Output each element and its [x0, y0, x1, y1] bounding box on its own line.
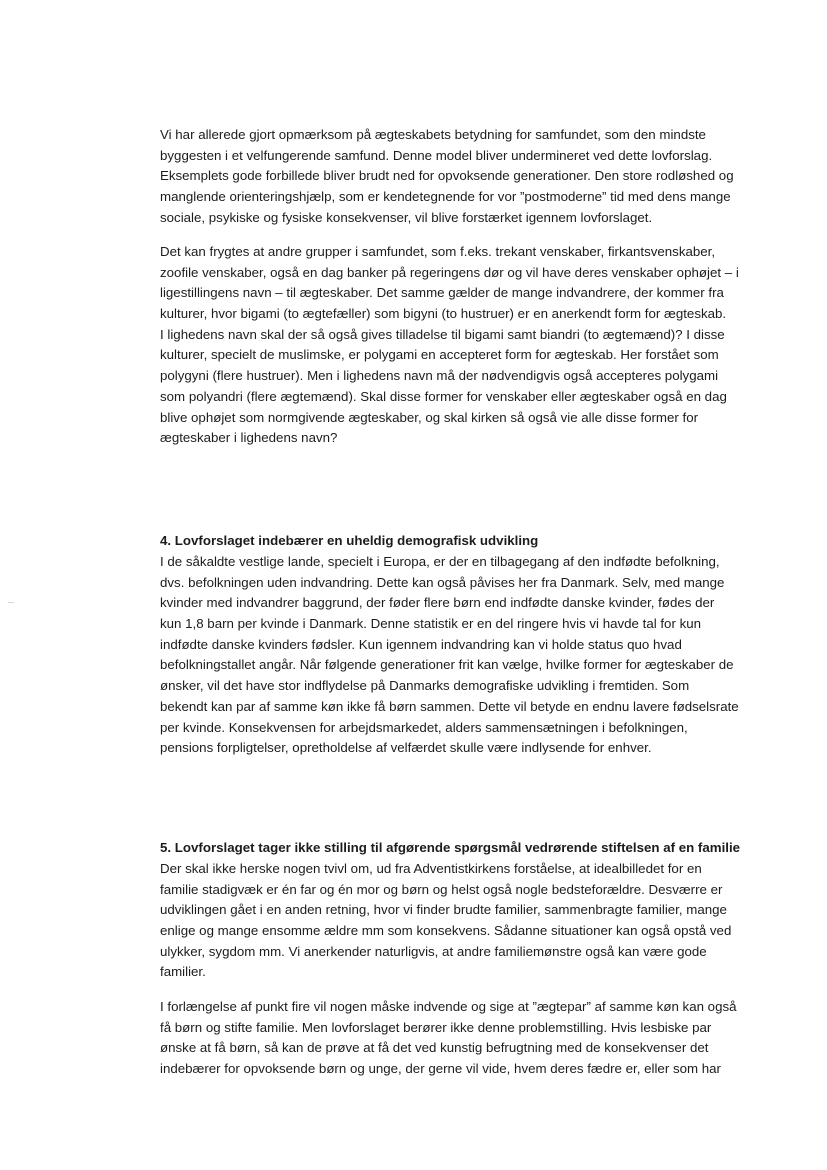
text-line: udviklingen gået i en anden retning, hvor vi finder brudte familier, sammenbragte familier, mange: [160, 902, 727, 918]
text-line: kun 1,8 barn per kvinde i Danmark. Denne statistik er en del ringere hvis vi havde tal for kun: [160, 616, 702, 632]
text-line: Det kan frygtes at andre grupper i samfundet, som f.eks. trekant venskaber, firkantsvenskaber,: [160, 244, 716, 259]
text-line: dvs. befolkningen uden indvandring. Dette kan også påvises her fra Danmark. Selv, med mange: [160, 574, 725, 590]
paragraph-demographic-development: [160, 552, 750, 759]
text-line: indebærer for opvoksende børn og unge, der gerne vil vide, hvem deres fædre er, eller som har: [160, 1061, 721, 1077]
section-heading-5: 5. Lovforslaget tager ikke stilling til afgørende spørgsmål vedrørende stiftelsen af en familie: [160, 840, 741, 855]
text-line: kulturer, hvor bigami (to ægtefæller) som bigyni (to hustruer) er en anerkendt form for ægteskab.: [160, 306, 727, 322]
text-line: kulturer, specielt de muslimske, er polygami en accepteret form for ægteskab. Her forstået som: [160, 347, 719, 363]
text-line: zoofile venskaber, også en dag banker på regeringens dør og vil have deres venskaber ophøjet – i: [160, 264, 739, 280]
text-line: sociale, psykiske og fysiske konsekvenser, vil blive forstærket igennem lovforslaget.: [160, 209, 653, 225]
text-line: som polyandri (flere ægtemænd). Skal disse former for venskaber eller ægteskaber også en dag: [160, 388, 727, 404]
text-line: I de såkaldte vestlige lande, specielt i Europa, er der en tilbagegang af den indfødte befolkning,: [160, 554, 720, 569]
text-line: familier.: [160, 964, 206, 980]
text-line: enlige og mange ensomme ældre mm som konsekvens. Sådanne situationer kan også opstå ved: [160, 923, 732, 939]
text-line: ønske at få børn, så kan de prøve at få det ved kunstig befrugtning med de konsekvenser det: [160, 1040, 709, 1056]
text-line: familie stadigvæk er én far og én mor og børn og helst også nogle bedsteforældre. Desværre er: [160, 881, 723, 897]
text-line: I lighedens navn skal der så også gives tilladelse til bigami samt biandri (to ægtemænd)? I disse: [160, 326, 725, 342]
text-line: ønsker, vil det have stor indflydelse på Danmarks demografiske udvikling i fremtiden. Som: [160, 678, 690, 694]
text-line: blive ophøjet som normgivende ægteskaber, og skal kirken så også vie alle disse former for: [160, 409, 699, 425]
paragraph-other-groups: [160, 242, 750, 449]
text-line: Vi har allerede gjort opmærksom på ægteskabets betydning for samfundet, som den mindste: [160, 127, 706, 142]
text-line: befolkningstallet angår. Når følgende generationer frit kan vælge, hvilke former for ægteskaber de: [160, 657, 734, 673]
text-line: indfødte danske kvinders fødsler. Kun igennem indvandring kan vi holde status quo hvad: [160, 636, 682, 652]
paragraph-marriage-significance: [160, 125, 750, 228]
text-line: ægteskaber i lighedens navn?: [160, 430, 338, 446]
text-line: I forlængelse af punkt fire vil nogen måske indvende og sige at ”ægtepar” af samme køn kan også: [160, 999, 737, 1014]
scan-margin-mark: [8, 602, 14, 603]
text-line: kvinder med indvandrer baggrund, der føder flere børn end indfødte danske kvinder, fødes der: [160, 595, 715, 611]
text-line: manglende orienteringshjælp, som er kendetegnende for vor ”postmoderne” tid med dens mange: [160, 189, 731, 205]
paragraph-same-sex-couples-children: [160, 997, 750, 1080]
text-line: få børn og stifte familie. Men lovforslaget berører ikke denne problemstilling. Hvis lesbiske par: [160, 1019, 712, 1035]
text-line: Eksemplets gode forbillede bliver brudt ned for opvoksende generationer. Den store rodløshed og: [160, 168, 734, 184]
text-line: per kvinde. Konsekvensen for arbejdsmarkedet, alders sammensætningen i befolkningen,: [160, 719, 688, 735]
text-line: bekendt kan par af samme køn ikke få børn sammen. Dette vil betyde en endnu lavere fødselsrate: [160, 698, 739, 714]
text-line: ulykker, sygdom mm. Vi anerkender naturligvis, at andre familiemønstre også kan være gode: [160, 943, 707, 959]
paragraph-family-ideal: [160, 859, 750, 983]
text-line: polygyni (flere hustruer). Men i lighedens navn må der nødvendigvis også accepteres polygami: [160, 368, 719, 384]
text-line: Der skal ikke herske nogen tvivl om, ud fra Adventistkirkens forståelse, at idealbilledet for en: [160, 861, 702, 876]
text-line: pensions forpligtelser, opretholdelse af velfærdet skulle være indlysende for enhver.: [160, 740, 652, 756]
section-heading-4: 4. Lovforslaget indebærer en uheldig demografisk udvikling: [160, 533, 539, 548]
text-line: byggesten i et velfungerende samfund. Denne model bliver undermineret ved dette lovforslag.: [160, 147, 713, 163]
text-line: ligestillingens navn – til ægteskaber. Det samme gælder de mange indvandrere, der kommer fra: [160, 285, 724, 301]
